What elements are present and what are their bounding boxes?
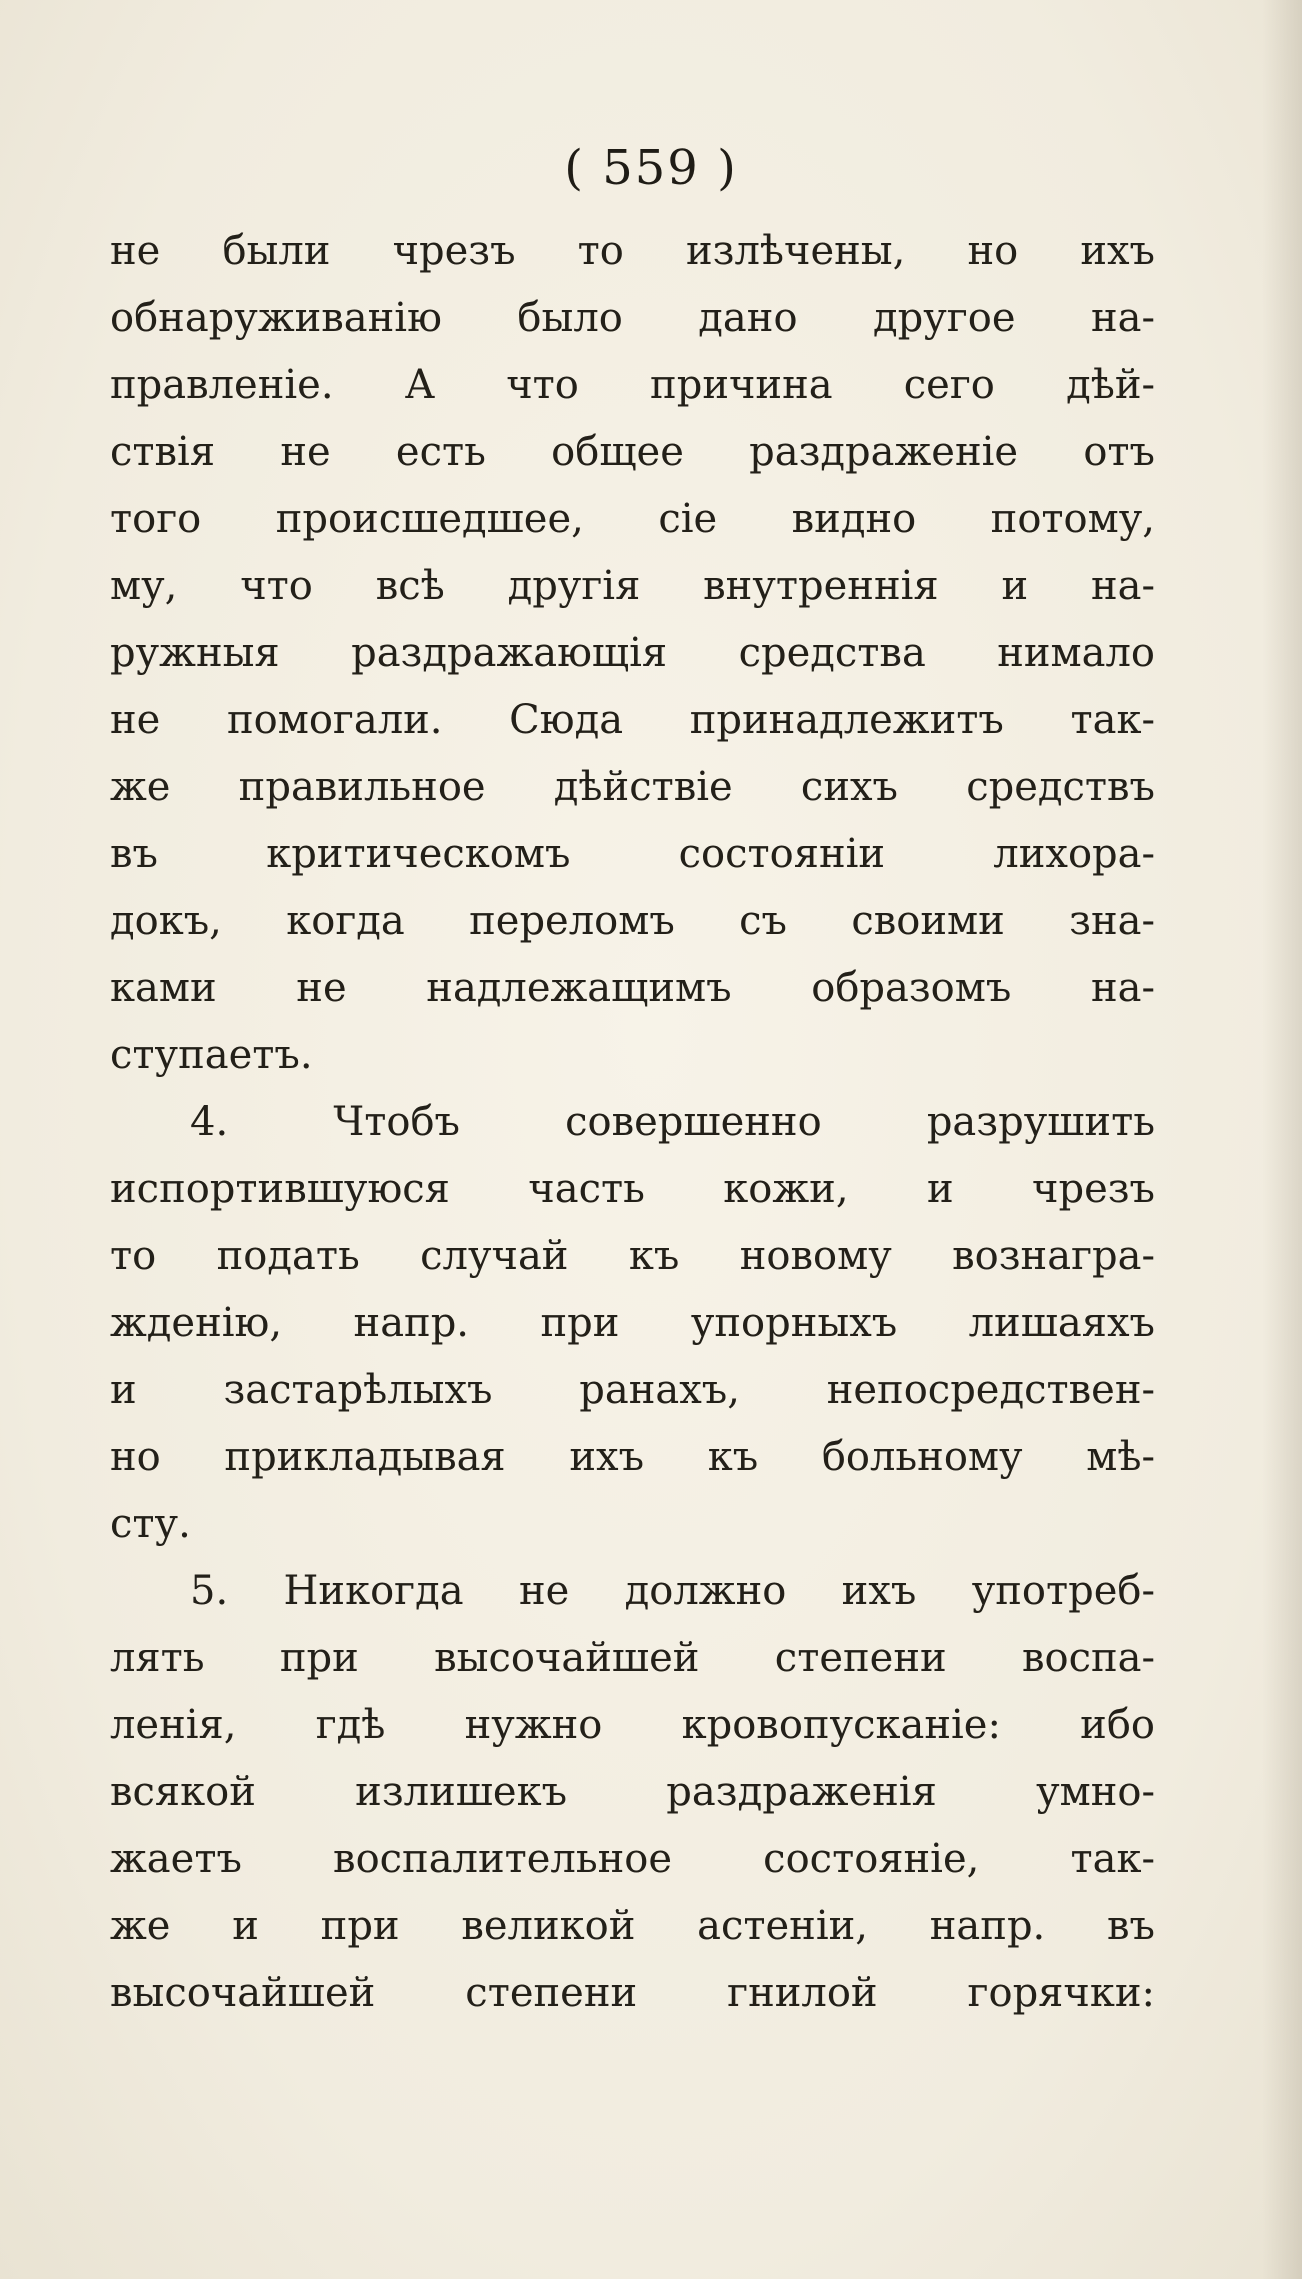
text-line: ленія, гдѣ нужно кровопусканіе: ибо <box>110 1702 1155 1748</box>
text-line: въ критическомъ состояніи лихора- <box>110 831 1155 877</box>
text-line: же правильное дѣйствіе сихъ средствъ <box>110 764 1155 810</box>
text-line: и застарѣлыхъ ранахъ, непосредствен- <box>110 1367 1155 1413</box>
text-line: но прикладывая ихъ къ больному мѣ- <box>110 1434 1155 1480</box>
text-line: сту. <box>110 1501 191 1547</box>
text-line: высочайшей степени гнилой горячки: <box>110 1970 1155 2016</box>
text-line: обнаруживанію было дано другое на- <box>110 295 1155 341</box>
text-line: докъ, когда переломъ съ своими зна- <box>110 898 1155 944</box>
text-line: ружныя раздражающія средства нимало <box>110 630 1155 676</box>
body-text <box>110 218 1155 2027</box>
text-line: то подать случай къ новому вознагра- <box>110 1233 1155 1279</box>
text-line: правленіе. А что причина сего дѣй- <box>110 362 1155 408</box>
text-line: испортившуюся часть кожи, и чрезъ <box>110 1166 1155 1212</box>
text-line: лять при высочайшей степени воспа- <box>110 1635 1155 1681</box>
text-line: му, что всѣ другія внутреннія и на- <box>110 563 1155 609</box>
text-line: не были чрезъ то излѣчены, но ихъ <box>110 228 1155 274</box>
text-line: жаетъ воспалительное состояніе, так- <box>110 1836 1155 1882</box>
text-line: 4. Чтобъ совершенно разрушить <box>190 1099 1155 1145</box>
text-line: жденію, напр. при упорныхъ лишаяхъ <box>110 1300 1155 1346</box>
page-edge-shadow <box>1262 0 1302 2279</box>
page-number: ( 559 ) <box>564 140 738 196</box>
text-line: же и при великой астеніи, напр. въ <box>110 1903 1155 1949</box>
text-line: ками не надлежащимъ образомъ на- <box>110 965 1155 1011</box>
text-line: ствія не есть общее раздраженіе отъ <box>110 429 1155 475</box>
text-line: всякой излишекъ раздраженія умно- <box>110 1769 1155 1815</box>
text-line: ступаетъ. <box>110 1032 313 1078</box>
text-line: не помогали. Сюда принадлежитъ так- <box>110 697 1155 743</box>
text-line: 5. Никогда не должно ихъ употреб- <box>190 1568 1155 1614</box>
text-line: того происшедшее, сіе видно потому, <box>110 496 1155 542</box>
